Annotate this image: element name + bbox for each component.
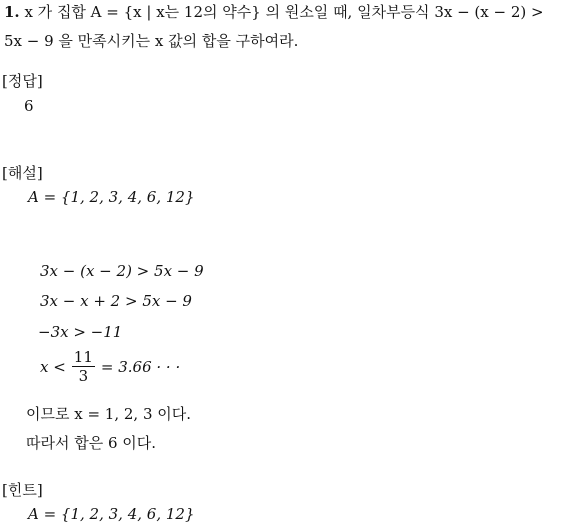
answer-header: [정답] (2, 72, 43, 90)
question-line-1 (4, 1, 544, 23)
question-number: 1. (4, 3, 20, 21)
fraction (72, 348, 95, 385)
question-line-2 (4, 30, 298, 52)
fraction-denominator: 3 (78, 367, 89, 385)
question-text-line-1: x 가 집합 A = {x | x는 12의 약수} 의 원소일 때, 일차부등식 3x − (x − 2) > (24, 3, 544, 21)
solution-conclusion-2: 따라서 합은 6 이다. (26, 434, 157, 452)
hint-set: A = {1, 2, 3, 4, 6, 12} (28, 505, 195, 523)
solution-step-3: −3x > −11 (38, 323, 123, 341)
solution-header: [해설] (2, 164, 43, 182)
fraction-lhs: x < (40, 357, 66, 376)
fraction-numerator: 11 (73, 348, 93, 366)
question-text-line-2: 5x − 9 을 만족시키는 x 값의 합을 구하여라. (4, 32, 299, 50)
solution-conclusion-1: 이므로 x = 1, 2, 3 이다. (26, 405, 192, 423)
solution-step-4 (40, 348, 180, 385)
solution-set: A = {1, 2, 3, 4, 6, 12} (28, 188, 195, 206)
solution-step-2: 3x − x + 2 > 5x − 9 (40, 292, 192, 310)
solution-step-1: 3x − (x − 2) > 5x − 9 (40, 262, 204, 280)
hint-header: [힌트] (2, 481, 43, 499)
fraction-rhs: = 3.66 · · · (100, 357, 181, 376)
answer-value: 6 (24, 97, 34, 115)
